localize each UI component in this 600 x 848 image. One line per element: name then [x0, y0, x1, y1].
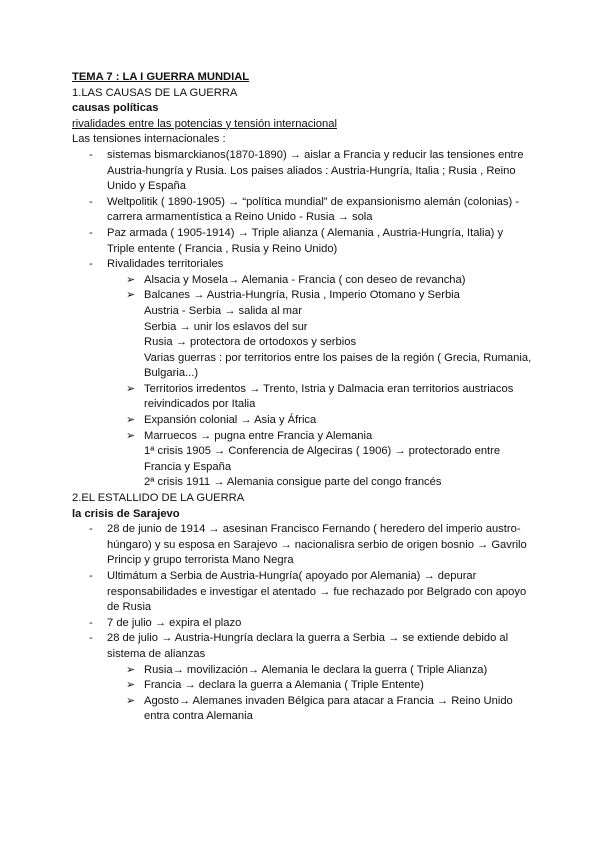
arrow-bullet-icon: ➢ [126, 414, 136, 427]
document-page [72, 70, 532, 725]
arrow-bullet-icon: ➢ [126, 289, 136, 302]
section-2-heading: 2.EL ESTALLIDO DE LA GUERRA [72, 492, 245, 505]
section-1-intro: Las tensiones internacionales : [72, 133, 226, 146]
list-item: - 28 de julio → Austria-Hungría declara la guerra a Serbia → se extiende debido al sistema de alianzas [72, 631, 532, 662]
sub-list-item: ➢ Agosto→ Alemanes invaden Bélgica para atacar a Francia → Reino Unido entra contra Alemania [126, 694, 513, 723]
list-item: - Weltpolitik ( 1890-1905) → “política mundial” de expansionismo alemán (colonias) - carrera armamentística a Reino Unido - Rusia → sola [72, 195, 532, 226]
sub-list-item: ➢ Francia → declara la guerra a Alemania ( Triple Entente) [72, 678, 532, 694]
section-1-underlined-heading: rivalidades entre las potencias y tensión internacional [72, 117, 337, 130]
arrow-bullet-icon: ➢ [126, 663, 136, 676]
list-item: - 7 de julio → expira el plazo [72, 616, 532, 632]
sub-list-item: ➢ Expansión colonial → Asia y África [72, 413, 532, 429]
sub-list-item: ➢ Alsacia y Mosela→ Alemania - Francia ( con deseo de revancha) [72, 273, 532, 289]
arrow-bullet-icon: ➢ [126, 382, 136, 395]
arrow-bullet-icon: ➢ [126, 679, 136, 692]
section-1-subheading: causas políticas [72, 102, 159, 115]
arrow-bullet-icon: ➢ [126, 429, 136, 442]
sub-list-detail: Austria - Serbia → salida al mar [144, 304, 302, 317]
document-title: TEMA 7 : LA I GUERRA MUNDIAL [72, 71, 250, 83]
sub-list-item: ➢ Rusia→ movilización→ Alemania le declara la guerra ( Triple Alianza) [72, 663, 532, 679]
sub-list-detail: 1ª crisis 1905 → Conferencia de Algeciras ( 1906) → protectorado entre Francia y España [144, 445, 501, 473]
list-item: - Ultimátum a Serbia de Austria-Hungría( apoyado por Alemania) → depurar responsabilidades e investigar el atentado → fue rechazado por Belgrado con apoyo de Rusia [72, 569, 532, 616]
sub-list-detail: 2ª crisis 1911 → Alemania consigue parte del congo francés [144, 476, 442, 489]
sub-list-detail: Rusia → protectora de ortodoxos y serbios [144, 336, 357, 349]
sub-list-item: ➢ Marruecos → pugna entre Francia y Alemania [72, 429, 532, 445]
arrow-bullet-icon: ➢ [126, 694, 136, 707]
section-2-subheading: la crisis de Sarajevo [72, 507, 180, 520]
sub-list-detail: Varias guerras : por territorios entre los paises de la región ( Grecia, Rumania, Bulgaria...) [144, 351, 532, 380]
list-item: - Rivalidades territoriales [72, 257, 532, 273]
list-item: - sistemas bismarckianos(1870-1890) → aislar a Francia y reducir las tensiones entre Austria-hungría y Rusia. Los paises aliados : Austria-Hungría, Italia ; Rusia , Reino Unido y España [72, 148, 532, 195]
list-item: - Paz armada ( 1905-1914) → Triple alianza ( Alemania , Austria-Hungría, Italia) y Triple entente ( Francia , Rusia y Reino Unido) [72, 226, 532, 257]
list-item: - 28 de junio de 1914 → asesinan Francisco Fernando ( heredero del imperio austro-húngaro) y su esposa en Sarajevo → nacionalisra serbio de origen bosnio → Gavrilo Princip y grupo terrorista Mano Negra [72, 522, 532, 569]
section-1-heading: 1.LAS CAUSAS DE LA GUERRA [72, 86, 238, 99]
sub-list-item: ➢ Territorios irredentos → Trento, Istria y Dalmacia eran territorios austriacos reivindicados por Italia [126, 382, 514, 411]
sub-list-item: ➢ Balcanes → Austria-Hungría, Rusia , Imperio Otomano y Serbia [72, 288, 532, 304]
sub-list-detail: Serbia → unir los eslavos del sur [144, 320, 308, 333]
arrow-bullet-icon: ➢ [126, 273, 136, 286]
